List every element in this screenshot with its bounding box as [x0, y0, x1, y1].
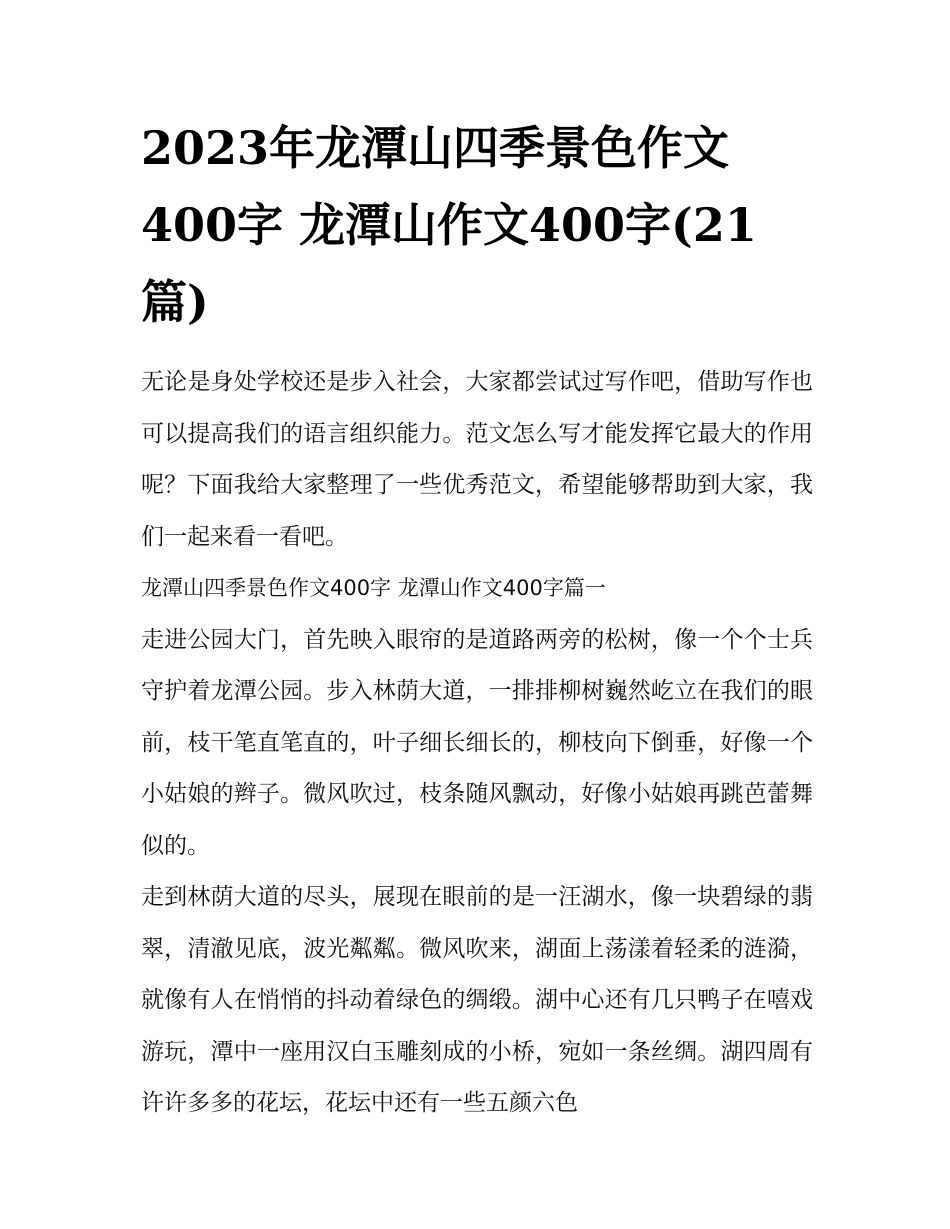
body-paragraph-1: 走进公园大门，首先映入眼帘的是道路两旁的松树，像一个个士兵守护着龙潭公园。步入林荫大道，一排排柳树巍然屹立在我们的眼前，枝干笔直笔直的，叶子细长细长的，柳枝向下倒垂，好像一个小姑娘的辫子。微风吹过，枝条随风飘动，好像小姑娘再跳芭蕾舞似的。	[141, 626, 813, 859]
section-heading: 龙潭山四季景色作文400字 龙潭山作文400字篇一	[141, 576, 606, 600]
document-title: 2023年龙潭山四季景色作文400字 龙潭山作文400字(21篇)	[141, 121, 757, 329]
body-paragraph-2: 走到林荫大道的尽头，展现在眼前的是一汪湖水，像一块碧绿的翡翠，清澈见底，波光粼粼。微风吹来，湖面上荡漾着轻柔的涟漪，就像有人在悄悄的抖动着绿色的绸缎。湖中心还有几只鸭子在嘻戏游玩，潭中一座用汉白玉雕刻成的小桥，宛如一条丝绸。湖四周有许许多多的花坛，花坛中还有一些五颜六色	[141, 884, 813, 1116]
intro-paragraph: 无论是身处学校还是步入社会，大家都尝试过写作吧，借助写作也可以提高我们的语言组织能力。范文怎么写才能发挥它最大的作用呢？下面我给大家整理了一些优秀范文，希望能够帮助到大家，我们一起来看一看吧。	[141, 369, 813, 550]
document-page	[141, 110, 813, 1130]
